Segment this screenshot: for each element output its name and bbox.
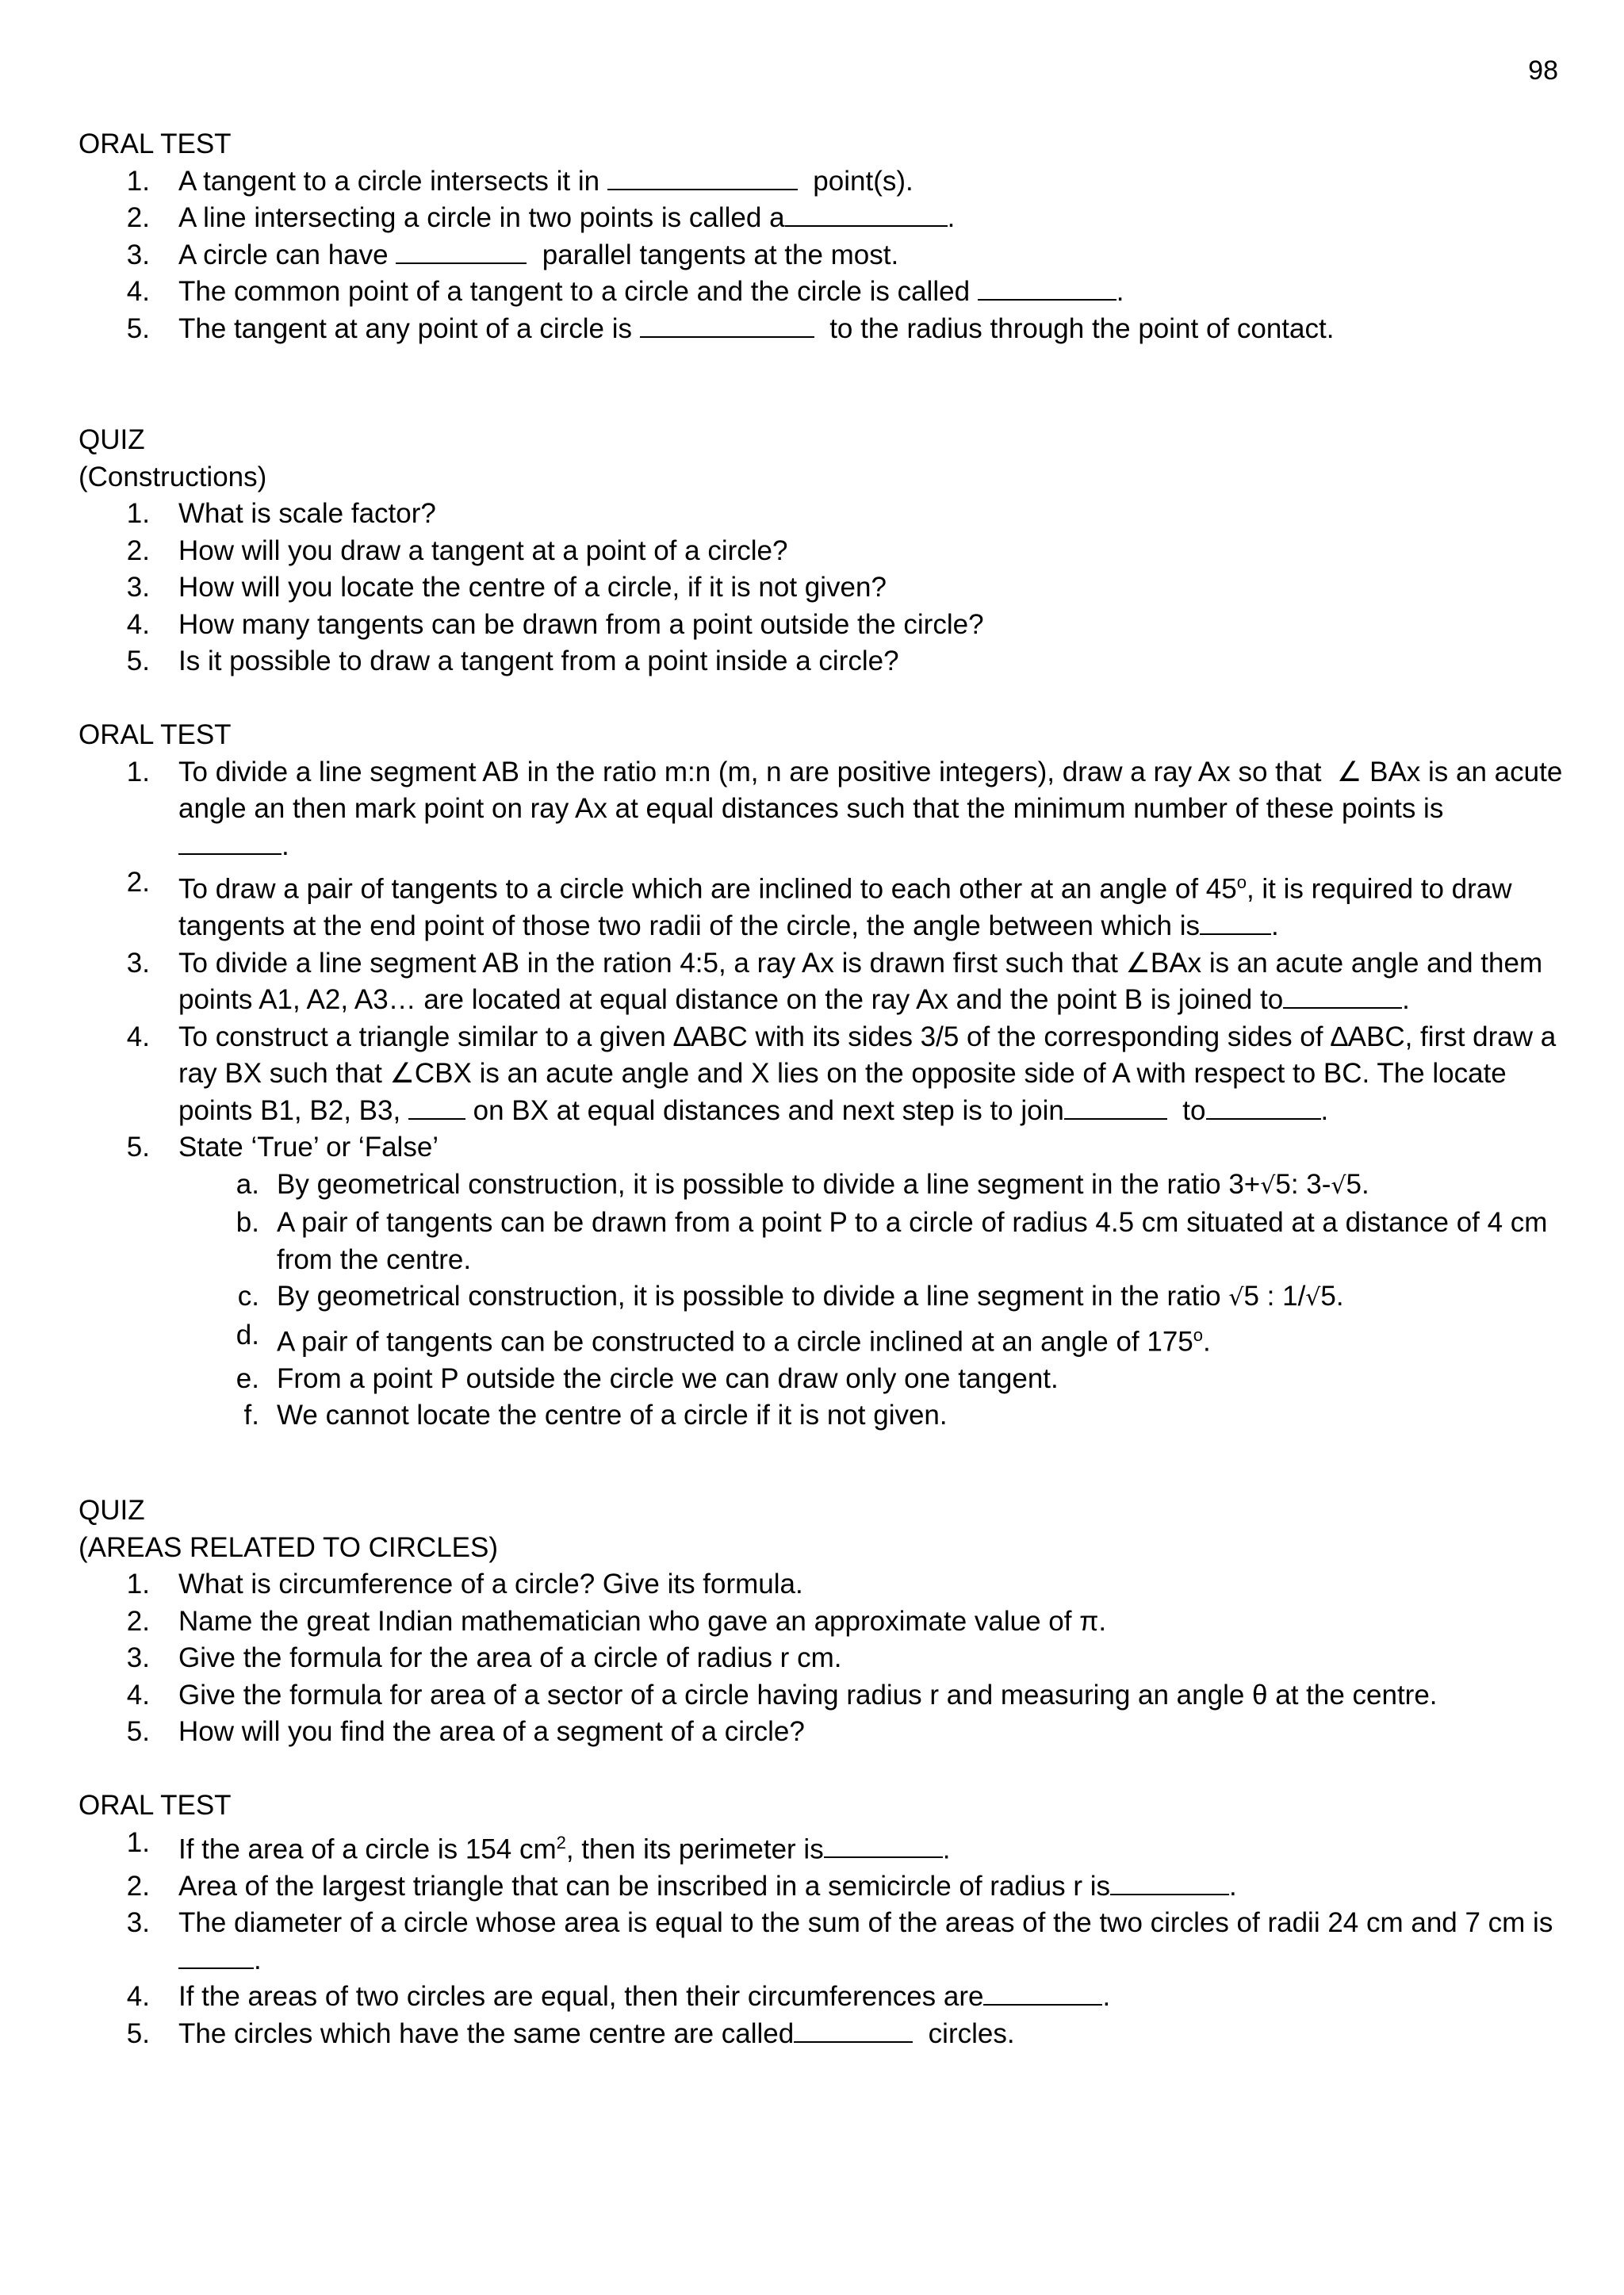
true-false-item: e. From a point P outside the circle we can draw only one tangent. bbox=[236, 1362, 1059, 1394]
answer-blank bbox=[178, 829, 282, 855]
quiz-section-areas bbox=[79, 1492, 1569, 1751]
oral-test-section-3 bbox=[79, 1787, 1569, 2052]
answer-blank bbox=[178, 1944, 254, 1969]
question-list bbox=[79, 1825, 1569, 2053]
question-item: 1. A tangent to a circle intersects it in point(s). bbox=[126, 165, 914, 197]
answer-blank bbox=[607, 165, 798, 190]
page-number: 98 bbox=[1528, 56, 1558, 86]
answer-blank bbox=[1064, 1094, 1167, 1120]
section-heading: QUIZ bbox=[79, 1495, 145, 1526]
true-false-item: d. A pair of tangents can be constructed to a circle inclined at an angle of 175$^o$. bbox=[236, 1319, 1211, 1358]
answer-blank bbox=[1206, 1094, 1321, 1120]
question-item: 2. How will you draw a tangent at a point of a circle? bbox=[126, 534, 788, 566]
true-false-item: c. By geometrical construction, it is possible to divide a line segment in the ratio √5 : 1/√5. bbox=[237, 1281, 1344, 1312]
question-item: 1. To divide a line segment AB in the ratio m:n (m, n are positive integers), draw a ray Ax so that ∠ BAx is an acute angle an then mark point on ray Ax at equal distances such that the minimum number of these points is . bbox=[126, 756, 1563, 861]
section-heading: QUIZ bbox=[79, 424, 145, 455]
question-item: 2. To draw a pair of tangents to a circle which are inclined to each other at an angle of 45$^o$, it is required to draw tangents at the end point of those two radii of the circle, the angle between which is . bbox=[126, 867, 1512, 942]
question-item: 3. The diameter of a circle whose area is equal to the sum of the areas of the two circles of radii 24 cm and 7 cm is . bbox=[126, 1907, 1553, 1975]
answer-blank bbox=[396, 239, 527, 264]
question-item: 5. Is it possible to draw a tangent from a point inside a circle? bbox=[126, 646, 899, 676]
answer-blank bbox=[640, 312, 814, 338]
answer-blank bbox=[978, 275, 1116, 301]
question-item: 5. How will you find the area of a segment of a circle? bbox=[126, 1716, 805, 1747]
question-item: 5. The circles which have the same centre are called circles. bbox=[126, 2017, 1015, 2049]
question-list bbox=[79, 496, 1569, 680]
section-heading: ORAL TEST bbox=[79, 719, 232, 750]
true-false-list bbox=[178, 1167, 1569, 1435]
true-false-item: a. By geometrical construction, it is possible to divide a line segment in the ratio 3+√5: 3-√5. bbox=[236, 1168, 1369, 1200]
answer-blank bbox=[794, 2017, 913, 2043]
answer-blank bbox=[408, 1094, 465, 1120]
question-item: 5. State ‘True’ or ‘False’ a. By geometrical construction, it is possible to divide a line segment in the ratio 3+√5: 3-√5. b. A pair of tangents can be drawn from a point P to a circle of radius 4.5 cm situated at a distance of 4 cm from the centre. c. By geometrical construction, it is possible to divide a line segment in the ratio √5 : 1/√5. d. A pair of tangents can be constructed to a circle inclined at an angle of 175$^o$. e. From a point P outside the circle we can draw only one tangent. f. We cannot locate the centre of a circle if it is not given. bbox=[79, 1129, 1569, 1435]
answer-blank bbox=[983, 1980, 1102, 2006]
question-list bbox=[79, 1566, 1569, 1751]
question-item: 3. Give the formula for the area of a circle of radius r cm. bbox=[126, 1642, 842, 1673]
question-item: 3. To divide a line segment AB in the ration 4:5, a ray Ax is drawn first such that ∠BAx is an acute angle and them points A1, A2, A3… are located at equal distance on the ray Ax and the point B is joined to . bbox=[126, 947, 1543, 1016]
answer-blank bbox=[1110, 1870, 1229, 1895]
answer-blank bbox=[824, 1833, 943, 1858]
section-heading: ORAL TEST bbox=[79, 128, 232, 159]
question-item: 1. If the area of a circle is 154 $cm^2$, then its perimeter is . bbox=[126, 1826, 951, 1865]
section-subheading: (AREAS RELATED TO CIRCLES) bbox=[79, 1531, 499, 1563]
quiz-section-constructions bbox=[79, 422, 1569, 680]
question-item: 2. Name the great Indian mathematician who gave an approximate value of π. bbox=[126, 1605, 1107, 1637]
question-list bbox=[79, 754, 1569, 1435]
question-item: 1. What is scale factor? bbox=[126, 498, 436, 529]
question-item: 4. How many tangents can be drawn from a point outside the circle? bbox=[126, 608, 984, 640]
answer-blank bbox=[785, 201, 948, 227]
oral-test-section-1 bbox=[79, 126, 1569, 347]
oral-test-section-2 bbox=[79, 717, 1569, 1435]
question-item: 4. Give the formula for area of a sector of a circle having radius r and measuring an angle θ at the centre. bbox=[126, 1679, 1438, 1711]
true-false-item: b. A pair of tangents can be drawn from a point P to a circle of radius 4.5 cm situated at a distance of 4 cm from the centre. bbox=[236, 1207, 1548, 1275]
question-item: 2. A line intersecting a circle in two points is called a . bbox=[126, 202, 956, 233]
section-heading: ORAL TEST bbox=[79, 1790, 232, 1821]
question-item: 1. What is circumference of a circle? Give its formula. bbox=[126, 1569, 803, 1600]
question-item: 5. The tangent at any point of a circle is to the radius through the point of contact. bbox=[126, 312, 1335, 344]
answer-blank bbox=[1283, 983, 1402, 1009]
question-list bbox=[79, 163, 1569, 348]
question-item: 4. If the areas of two circles are equal, then their circumferences are . bbox=[126, 1981, 1111, 2013]
question-item: 4. The common point of a tangent to a circle and the circle is called . bbox=[126, 276, 1124, 307]
question-item: 4. To construct a triangle similar to a given ∆ABC with its sides 3/5 of the corresponding sides of ∆ABC, first draw a ray BX such that ∠CBX is an acute angle and X lies on the opposite side of A with respect to BC. The locate points B1, B2, B3, on BX at equal distances and next step is to join to . bbox=[126, 1021, 1557, 1126]
question-item: 2. Area of the largest triangle that can be inscribed in a semicircle of radius r is . bbox=[126, 1870, 1237, 1902]
answer-blank bbox=[1200, 910, 1271, 935]
section-subheading: (Constructions) bbox=[79, 461, 267, 492]
question-item: 3. A circle can have parallel tangents at the most. bbox=[126, 239, 899, 270]
true-false-item: f. We cannot locate the centre of a circle if it is not given. bbox=[243, 1400, 948, 1431]
question-item: 3. How will you locate the centre of a circle, if it is not given? bbox=[126, 572, 887, 603]
